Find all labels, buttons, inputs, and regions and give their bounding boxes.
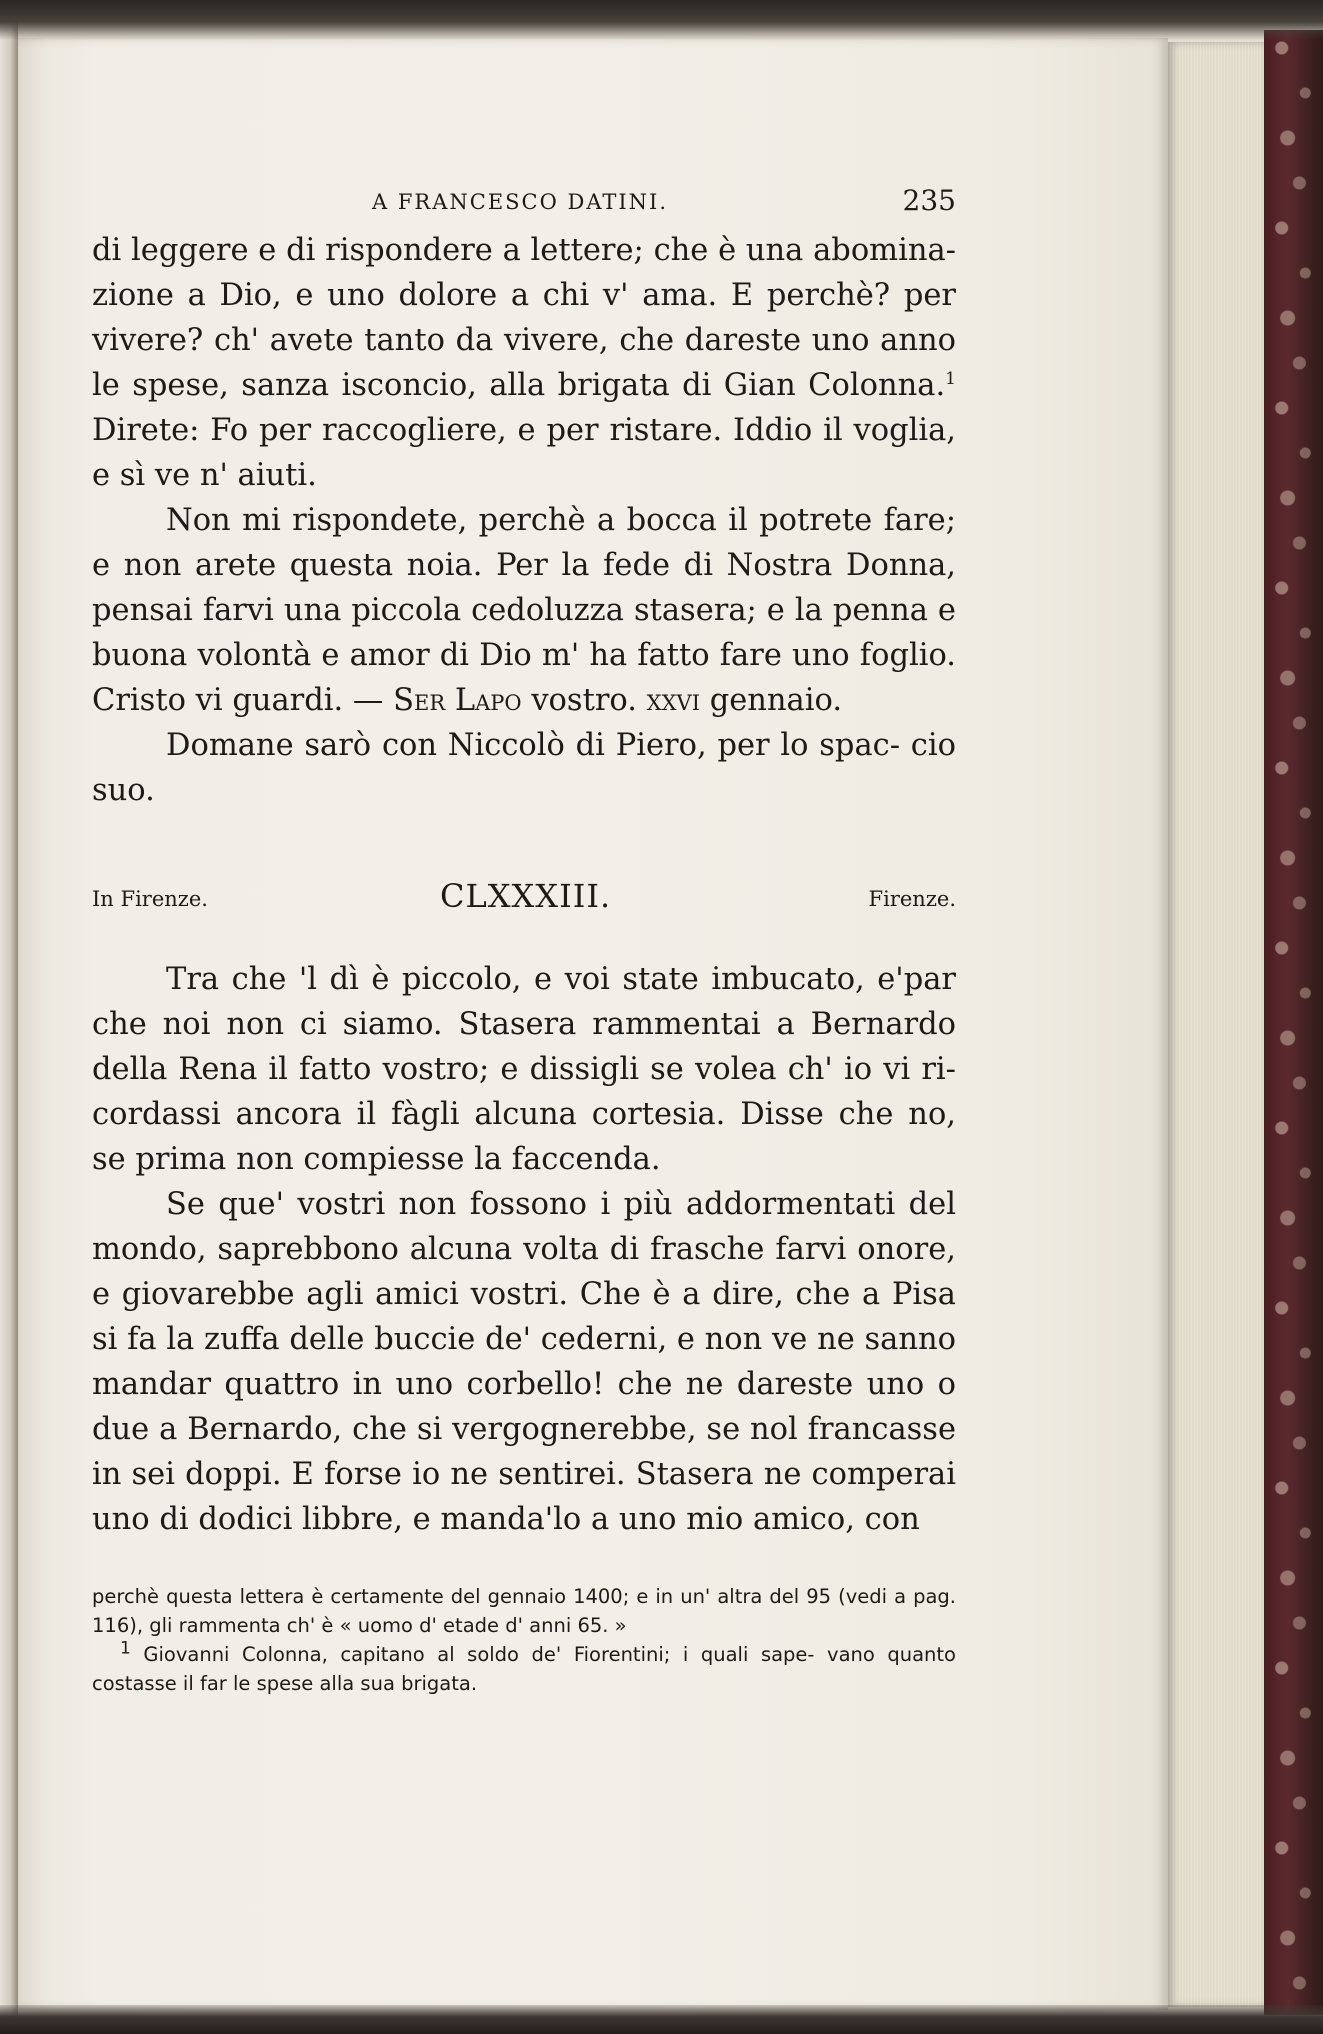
letter-body-paragraph-1 xyxy=(92,957,956,1182)
letter-body-paragraph-2 xyxy=(92,1182,956,1542)
text-line: si fa la zuffa delle buccie de' cederni, e non ve ne sanno xyxy=(92,1322,956,1357)
text-line: e sì ve n' aiuti. xyxy=(92,458,317,493)
date-text: gennaio. xyxy=(700,683,843,718)
text-line: Tra che 'l dì è piccolo, e voi state imbucato, e'par xyxy=(166,962,956,997)
text-line: Non mi rispondete, perchè a bocca il potrete fare; xyxy=(166,503,956,538)
text-line: e giovarebbe agli amici vostri. Che è a dire, che a Pisa xyxy=(92,1277,956,1312)
text-line: cio suo. xyxy=(92,728,956,808)
page-text xyxy=(92,178,956,1698)
running-head: A FRANCESCO DATINI. xyxy=(372,190,669,214)
footnote-line: Giovanni Colonna, capitano al soldo de' Fiorentini; i quali sape- xyxy=(130,1643,815,1666)
letter-destination: In Firenze. xyxy=(92,887,208,911)
letter-number: CLXXXIII. xyxy=(440,877,612,915)
letter-end-paragraph-2 xyxy=(92,498,956,723)
closing-text: vostro. xyxy=(521,683,647,718)
text-line: vivere? ch' avete tanto da vivere, che dareste uno anno xyxy=(92,323,956,358)
text-line: mondo, saprebbono alcuna volta di frasche farvi onore, xyxy=(92,1232,956,1267)
facing-page-edge xyxy=(0,0,18,2034)
text-line: Se que' vostri non fossono i più addormentati del xyxy=(166,1187,956,1222)
text-line: che noi non ci siamo. Stasera rammentai a Bernardo xyxy=(92,1007,956,1042)
footnote-number: 1 xyxy=(120,1638,131,1659)
text-line: mandar quattro in uno corbello! che ne dareste uno o xyxy=(92,1367,956,1402)
text-line: Domane sarò con Niccolò di Piero, per lo spac- xyxy=(166,728,901,763)
text-line: le spese, sanza isconcio, alla brigata di Gian Colonna. xyxy=(92,368,946,403)
footnote-1 xyxy=(92,1640,956,1698)
text-line: in sei doppi. E forse io ne sentirei. Stasera ne comperai xyxy=(92,1457,956,1492)
text-line: zione a Dio, e uno dolore a chi v' ama. E perchè? per xyxy=(92,278,956,313)
letter-heading xyxy=(92,877,956,921)
top-binding-shadow xyxy=(0,0,1323,40)
text-line: della Rena il fatto vostro; e dissigli se volea ch' io vi ri- xyxy=(92,1052,956,1087)
date-roman: xxvi xyxy=(646,683,700,718)
footnote-line: 95 (vedi a pag. 116), gli rammenta ch' è « uomo d' etade d' anni 65. » xyxy=(92,1585,957,1637)
letter-origin: Firenze. xyxy=(868,887,956,911)
text-line: Direte: Fo per raccogliere, e per ristare. Iddio il voglia, xyxy=(92,413,956,448)
text-line: prima non compiesse la faccenda. xyxy=(135,1142,661,1177)
text-line: cordassi ancora il fàgli alcuna cortesia. Disse che no, se xyxy=(92,1097,956,1177)
text-line: di leggere e di rispondere a lettere; che è una abomina- xyxy=(92,233,956,268)
page-header xyxy=(92,178,956,228)
letter-end-paragraph-1 xyxy=(92,228,956,498)
footnote-line: vano quanto costasse il far le spese alla sua brigata. xyxy=(92,1643,956,1695)
text-line: due a Bernardo, che si vergognerebbe, se nol francasse xyxy=(92,1412,956,1447)
signature: Ser Lapo xyxy=(393,683,522,718)
page-number: 235 xyxy=(902,184,956,217)
text-line: buona volontà e amor di Dio m' ha fatto fare uno foglio. xyxy=(92,638,956,673)
closing-text: Cristo vi guardi. — xyxy=(92,683,394,718)
text-line: e non arete questa noia. Per la fede di Nostra Donna, xyxy=(92,548,956,583)
text-line: pensai farvi una piccola cedoluzza stasera; e la penna e xyxy=(92,593,956,628)
text-line: uno di dodici libbre, e manda'lo a uno mio amico, con xyxy=(92,1502,920,1537)
page-block-edges xyxy=(1168,42,1264,2007)
footnote-marker: 1 xyxy=(945,368,956,389)
marbled-cover-pattern xyxy=(1264,30,1323,2015)
footnote-line: perchè questa lettera è certamente del gennaio 1400; e in un' altra del xyxy=(92,1585,800,1608)
footnotes xyxy=(92,1582,956,1698)
letter-end-paragraph-3 xyxy=(92,723,956,813)
bottom-binding-shadow xyxy=(0,2005,1323,2034)
footnote-continuation xyxy=(92,1582,956,1640)
